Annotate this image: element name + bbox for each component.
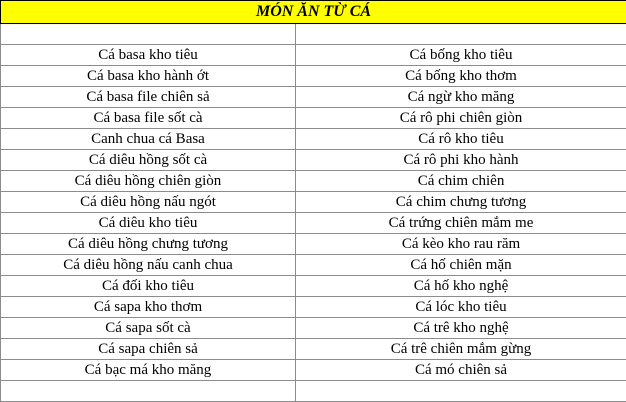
title-row	[1, 1, 626, 24]
table-row	[1, 66, 626, 87]
dish-cell-right[interactable]: Cá trứng chiên mắm me	[296, 213, 626, 234]
table-row	[1, 150, 626, 171]
empty-cell[interactable]	[296, 381, 626, 402]
dish-cell-right[interactable]: Cá mó chiên sả	[296, 360, 626, 381]
dish-cell-left[interactable]: Cá basa kho tiêu	[1, 45, 296, 66]
dish-cell-left[interactable]: Cá basa file sốt cà	[1, 108, 296, 129]
dish-cell-right[interactable]: Cá hố kho nghệ	[296, 276, 626, 297]
dish-cell-right[interactable]: Cá bống kho tiêu	[296, 45, 626, 66]
table-title[interactable]: MÓN ĂN TỪ CÁ	[1, 1, 626, 24]
blank-row	[1, 24, 626, 45]
empty-cell[interactable]	[1, 381, 296, 402]
table-row	[1, 129, 626, 150]
dish-cell-right[interactable]: Cá trê kho nghệ	[296, 318, 626, 339]
table-row	[1, 339, 626, 360]
table-row	[1, 360, 626, 381]
dish-cell-right[interactable]: Cá lóc kho tiêu	[296, 297, 626, 318]
dish-cell-right[interactable]: Cá trê chiên mắm gừng	[296, 339, 626, 360]
dish-cell-right[interactable]: Cá chim chiên	[296, 171, 626, 192]
table-row	[1, 297, 626, 318]
dish-cell-left[interactable]: Cá diêu hồng sốt cà	[1, 150, 296, 171]
table-row	[1, 213, 626, 234]
dish-cell-right[interactable]: Cá hố chiên mặn	[296, 255, 626, 276]
table-row	[1, 108, 626, 129]
dish-cell-left[interactable]: Cá sapa chiên sả	[1, 339, 296, 360]
dish-cell-left[interactable]: Cá diêu hồng nấu ngót	[1, 192, 296, 213]
dish-cell-left[interactable]: Cá basa kho hành ớt	[1, 66, 296, 87]
dish-cell-left[interactable]: Cá diêu hồng chiên giòn	[1, 171, 296, 192]
dish-cell-right[interactable]: Cá rô phi kho hành	[296, 150, 626, 171]
table-row	[1, 192, 626, 213]
dish-cell-right[interactable]: Cá rô kho tiêu	[296, 129, 626, 150]
dish-cell-left[interactable]: Cá bạc má kho măng	[1, 360, 296, 381]
table-row	[1, 318, 626, 339]
table-row	[1, 255, 626, 276]
dish-cell-right[interactable]: Cá ngừ kho măng	[296, 87, 626, 108]
dish-cell-left[interactable]: Cá sapa sốt cà	[1, 318, 296, 339]
empty-cell[interactable]	[296, 24, 626, 45]
dish-cell-left[interactable]: Cá sapa kho thơm	[1, 297, 296, 318]
dish-cell-right[interactable]: Cá rô phi chiên giòn	[296, 108, 626, 129]
dish-cell-left[interactable]: Cá đối kho tiêu	[1, 276, 296, 297]
table-row	[1, 45, 626, 66]
blank-row	[1, 381, 626, 402]
table-row	[1, 87, 626, 108]
dish-cell-right[interactable]: Cá chim chưng tương	[296, 192, 626, 213]
table-row	[1, 276, 626, 297]
empty-cell[interactable]	[1, 24, 296, 45]
dish-cell-left[interactable]: Cá basa file chiên sả	[1, 87, 296, 108]
dish-cell-right[interactable]: Cá bống kho thơm	[296, 66, 626, 87]
dish-cell-left[interactable]: Cá diêu hồng chưng tương	[1, 234, 296, 255]
table-row	[1, 234, 626, 255]
table-row	[1, 171, 626, 192]
dish-cell-left[interactable]: Canh chua cá Basa	[1, 129, 296, 150]
dish-cell-left[interactable]: Cá diêu hồng nấu canh chua	[1, 255, 296, 276]
dish-cell-right[interactable]: Cá kèo kho rau răm	[296, 234, 626, 255]
dish-cell-left[interactable]: Cá diêu kho tiêu	[1, 213, 296, 234]
